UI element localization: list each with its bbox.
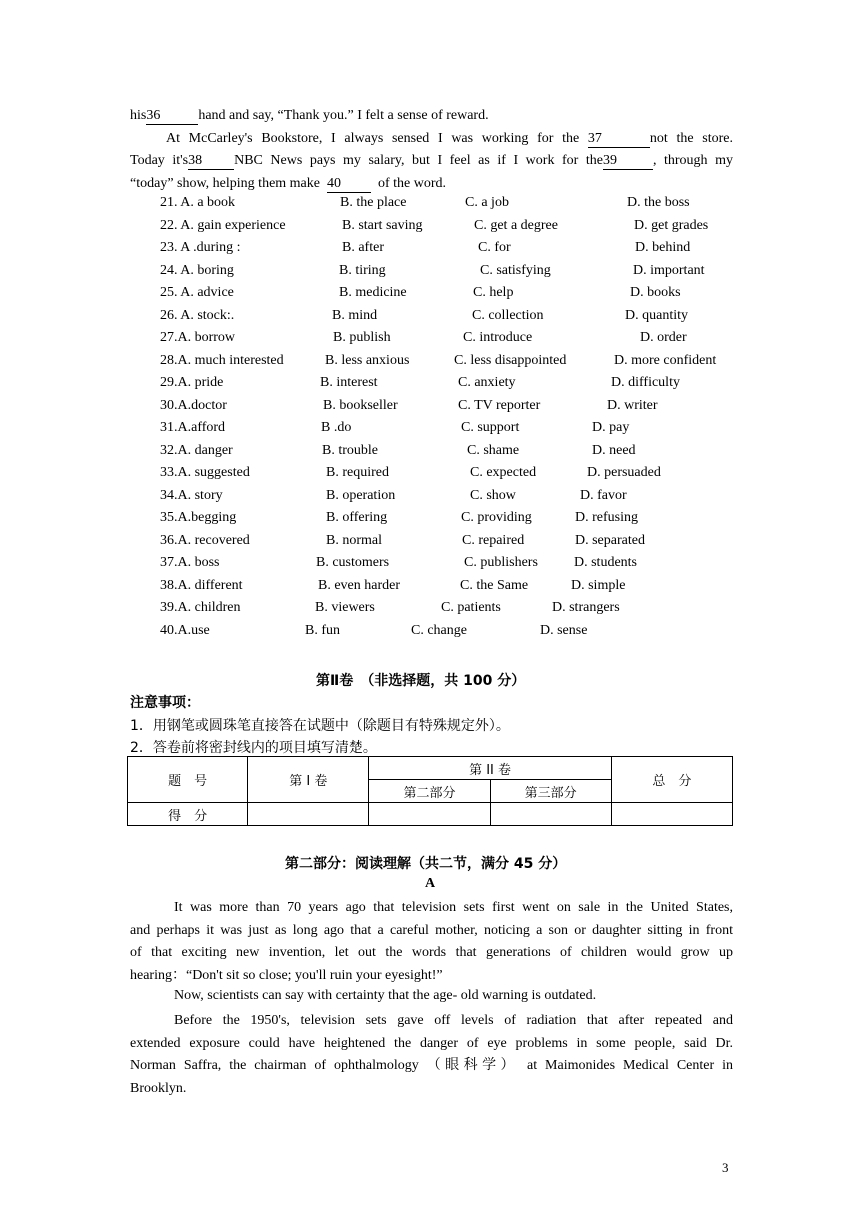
option-row: [160, 420, 740, 443]
option-row: [160, 308, 740, 331]
paragraph-line: Norman Saffra, the chairman of ophthalmology （眼科学） at Maimonides Medical Center in: [130, 1058, 733, 1073]
paragraph-line: [130, 1010, 733, 1033]
option-b[interactable]: B. publish: [333, 330, 391, 345]
option-a[interactable]: 36.A. recovered: [160, 532, 250, 548]
text: It was more than 70 years ago that television sets first went on sale in the United States,: [174, 900, 733, 915]
option-a[interactable]: 27.A. borrow: [160, 330, 236, 345]
option-a[interactable]: 37.A. boss: [160, 555, 220, 570]
paragraph-line: [130, 897, 733, 920]
option-d[interactable]: D. strangers: [552, 600, 620, 615]
text: , through my: [652, 153, 733, 168]
row-score-label: 得 分: [128, 803, 248, 826]
option-c[interactable]: C. for: [478, 240, 511, 255]
option-row: [160, 443, 740, 466]
option-a[interactable]: 33.A. suggested: [160, 465, 250, 480]
header-question-number: 题 号: [128, 757, 248, 803]
option-b[interactable]: B. required: [326, 465, 389, 480]
option-a[interactable]: 23. A .during :: [160, 240, 241, 255]
option-d[interactable]: D. get grades: [634, 217, 709, 233]
option-row: [160, 623, 740, 646]
option-d[interactable]: D. books: [630, 285, 681, 300]
option-c[interactable]: C. a job: [465, 195, 509, 210]
passage-line-4: [130, 173, 733, 196]
header-volume-1: 第 I 卷: [248, 757, 369, 803]
option-a[interactable]: 30.A.doctor: [160, 397, 227, 413]
option-row: [160, 263, 740, 286]
reading-title: 第二部分：阅读理解（共二节，满分 45 分）: [285, 856, 567, 872]
header-part-2: 第二部分: [369, 780, 490, 803]
option-row: [160, 600, 740, 623]
option-d[interactable]: D. favor: [580, 487, 627, 503]
option-row: [160, 353, 740, 376]
option-c[interactable]: C. repaired: [462, 532, 525, 548]
option-row: [160, 218, 740, 241]
option-row: [160, 510, 740, 533]
option-a[interactable]: 35.A.begging: [160, 510, 237, 525]
option-d[interactable]: D. quantity: [625, 307, 688, 323]
option-d[interactable]: D. the boss: [627, 195, 690, 210]
header-volume-2: 第 II 卷: [369, 757, 611, 780]
score-table: [127, 756, 733, 826]
option-b[interactable]: B. medicine: [339, 285, 407, 300]
option-c[interactable]: C. patients: [441, 600, 501, 615]
option-row: [160, 240, 740, 263]
option-row: [160, 375, 740, 398]
option-b[interactable]: B. customers: [316, 555, 390, 570]
option-d[interactable]: D. separated: [575, 532, 645, 548]
option-c[interactable]: C. publishers: [464, 555, 538, 570]
paragraph-line: Brooklyn.: [130, 1080, 187, 1096]
text: Before the 1950's, television sets gave off levels of radiation that after repeated and: [174, 1013, 733, 1028]
score-cell-part-3[interactable]: [490, 803, 611, 826]
text: NBC News pays my salary, but I feel as if I work for the: [234, 153, 603, 168]
option-b[interactable]: B. mind: [332, 307, 378, 323]
option-row: [160, 398, 740, 421]
option-d[interactable]: D. pay: [592, 420, 630, 435]
option-a[interactable]: 24. A. boring: [160, 262, 234, 278]
option-row: [160, 533, 740, 556]
option-b[interactable]: B. bookseller: [323, 397, 398, 413]
reading-paragraph-3: [130, 1010, 733, 1100]
reading-paragraph-1: [130, 897, 733, 987]
notice-item-2: 2．答卷前将密封线内的项目填写清楚。: [130, 740, 377, 756]
text: hand and say, “Thank you.” I felt a sense of reward.: [198, 108, 489, 123]
option-row: [160, 465, 740, 488]
option-c[interactable]: C. change: [411, 622, 467, 638]
passage-line-2: [130, 128, 733, 151]
option-d[interactable]: D. students: [574, 555, 637, 570]
option-d[interactable]: D. more confident: [614, 352, 717, 368]
option-a[interactable]: 21. A. a book: [160, 195, 236, 210]
option-d[interactable]: D. need: [592, 442, 636, 458]
page-number: 3: [722, 1160, 729, 1175]
option-d[interactable]: D. persuaded: [587, 465, 661, 480]
option-c[interactable]: C. get a degree: [474, 217, 558, 233]
option-d[interactable]: D. sense: [540, 622, 588, 638]
option-a[interactable]: 29.A. pride: [160, 375, 224, 390]
text: “today” show, helping them make: [130, 175, 320, 191]
option-a[interactable]: 40.A.use: [160, 622, 210, 638]
options-list: [160, 195, 740, 645]
blank-38[interactable]: 38: [188, 153, 234, 170]
option-c[interactable]: C. anxiety: [458, 375, 516, 390]
option-b[interactable]: B. operation: [326, 487, 396, 503]
option-b[interactable]: B. fun: [305, 622, 340, 638]
option-b[interactable]: B. less anxious: [325, 352, 410, 368]
text: his: [130, 108, 147, 123]
option-c[interactable]: C. collection: [472, 307, 544, 323]
option-b[interactable]: B. start saving: [342, 217, 423, 233]
paragraph-line: and perhaps it was just as long ago that a careful mother, noticing a son or daughter sitting in front: [130, 922, 733, 938]
section-title: 第Ⅱ卷 （非选择题，共 100 分）: [316, 673, 526, 689]
text: not the store.: [649, 130, 733, 146]
option-c[interactable]: C. satisfying: [480, 262, 551, 278]
option-row: [160, 555, 740, 578]
option-a[interactable]: 34.A. story: [160, 487, 223, 503]
paragraph-line: of that exciting new invention, let out the words that generations of children would grow up: [130, 945, 733, 960]
option-d[interactable]: D. behind: [635, 240, 691, 255]
option-b[interactable]: B. offering: [326, 510, 388, 525]
option-row: [160, 285, 740, 308]
blank-39[interactable]: 39: [603, 153, 653, 170]
blank-36[interactable]: 36: [146, 108, 198, 125]
option-a[interactable]: 32.A. danger: [160, 442, 233, 458]
passage-label: A: [425, 876, 436, 891]
passage-continuation: [130, 105, 733, 195]
option-b[interactable]: B. after: [342, 240, 384, 255]
option-d[interactable]: D. order: [640, 330, 687, 345]
option-row: [160, 488, 740, 511]
option-d[interactable]: D. refusing: [575, 510, 638, 525]
option-b[interactable]: B. normal: [326, 532, 382, 548]
option-d[interactable]: D. simple: [571, 577, 626, 593]
option-a[interactable]: 25. A. advice: [160, 285, 234, 300]
option-c[interactable]: C. less disappointed: [454, 352, 567, 368]
option-c[interactable]: C. shame: [467, 442, 520, 458]
option-c[interactable]: C. show: [470, 487, 516, 503]
option-row: [160, 195, 740, 218]
blank-37[interactable]: 37: [588, 131, 650, 148]
passage-line-3: [130, 150, 733, 173]
text: At McCarley's Bookstore, I always sensed I was working for the: [166, 130, 580, 146]
notice-title: 注意事项：: [130, 695, 200, 711]
score-cell-volume-1[interactable]: [248, 803, 369, 826]
option-c[interactable]: C. introduce: [463, 330, 533, 345]
option-b[interactable]: B. trouble: [322, 442, 378, 458]
option-d[interactable]: D. difficulty: [611, 375, 680, 390]
header-part-3: 第三部分: [490, 780, 611, 803]
score-cell-part-2[interactable]: [369, 803, 490, 826]
paragraph-line: extended exposure could have heightened the danger of eye problems in some people, said Dr.: [130, 1035, 733, 1051]
option-b[interactable]: B. even harder: [318, 577, 401, 593]
option-b[interactable]: B. interest: [320, 375, 378, 390]
blank-40[interactable]: 40: [327, 176, 371, 193]
option-a[interactable]: 31.A.afford: [160, 420, 226, 435]
option-c[interactable]: C. the Same: [460, 577, 529, 593]
paragraph-line: hearing：“Don't sit so close; you'll ruin your eyesight!”: [130, 967, 443, 983]
option-c[interactable]: C. support: [461, 420, 520, 435]
option-a[interactable]: 26. A. stock:.: [160, 307, 235, 323]
option-c[interactable]: C. providing: [461, 510, 532, 525]
option-d[interactable]: D. important: [633, 262, 705, 278]
option-c[interactable]: C. expected: [470, 465, 537, 480]
option-d[interactable]: D. writer: [607, 397, 658, 413]
option-a[interactable]: 22. A. gain experience: [160, 217, 286, 233]
header-total: 总 分: [611, 757, 732, 803]
option-c[interactable]: C. help: [473, 285, 514, 300]
reading-paragraph-2: Now, scientists can say with certainty that the age- old warning is outdated.: [174, 988, 597, 1003]
option-a[interactable]: 28.A. much interested: [160, 352, 284, 368]
option-row: [160, 578, 740, 601]
score-cell-total[interactable]: [611, 803, 732, 826]
option-row: [160, 330, 740, 353]
passage-line-1: [130, 105, 733, 128]
option-a[interactable]: 39.A. children: [160, 600, 241, 615]
option-b[interactable]: B .do: [321, 420, 352, 435]
option-c[interactable]: C. TV reporter: [458, 397, 541, 413]
notice-item-1: 1．用钢笔或圆珠笔直接答在试题中（除题目有特殊规定外）。: [130, 718, 510, 734]
option-b[interactable]: B. viewers: [315, 600, 375, 615]
text: Today it's: [130, 153, 189, 168]
text: of the word.: [377, 175, 447, 191]
option-b[interactable]: B. tiring: [339, 262, 386, 278]
option-b[interactable]: B. the place: [340, 195, 407, 210]
option-a[interactable]: 38.A. different: [160, 577, 243, 593]
